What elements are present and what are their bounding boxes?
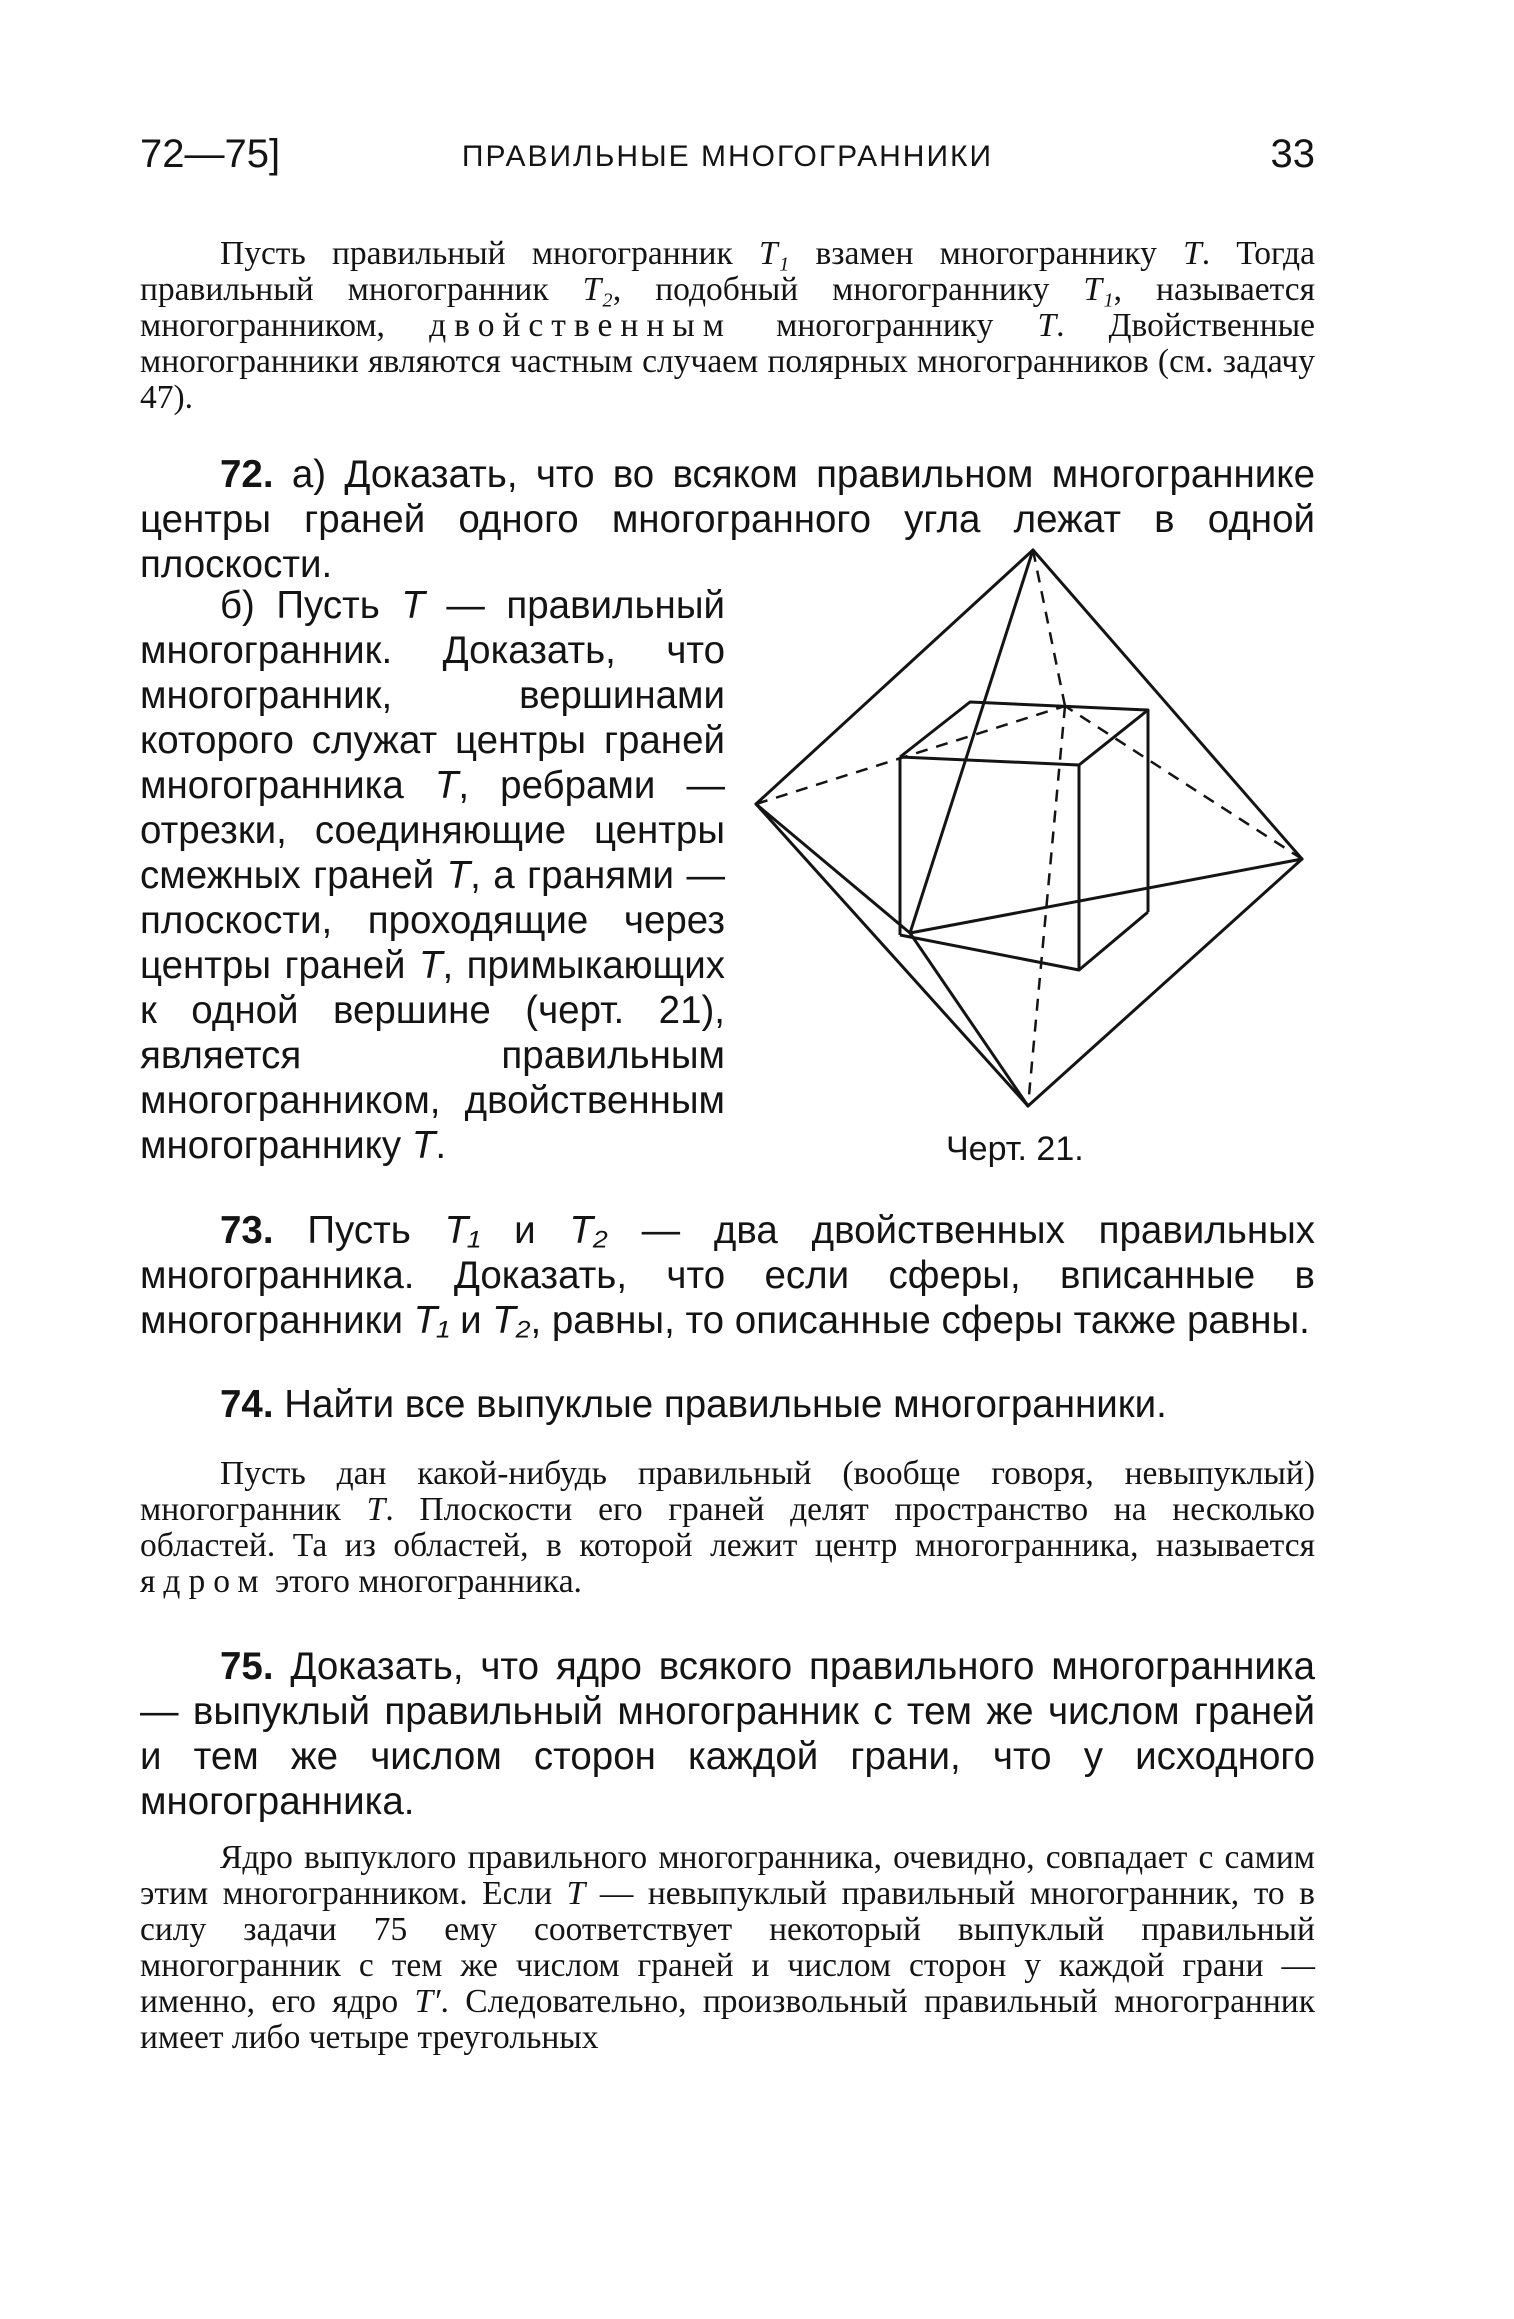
problem-text: . [435, 1124, 447, 1167]
math-symbol: T₂ [582, 271, 613, 308]
intro-text: , называется многогранником, [140, 271, 1315, 344]
problem-text: а) Доказать, что во всяком правильном многограннике центры граней одного многогранного угла лежат в одной плоскости. [140, 453, 1315, 586]
octahedron-edge [910, 933, 1028, 1106]
math-symbol: T [418, 944, 443, 987]
problem-number: 72. [220, 453, 274, 496]
running-header [140, 132, 1315, 192]
problem-text: Пусть [273, 1209, 445, 1252]
problem-number: 74. [220, 1383, 274, 1426]
problem-text: б) Пусть [220, 584, 402, 627]
note-text: Ядро выпуклого правильного многогранника, очевидно, совпадает с самим этим многогранником. Если [140, 1839, 1315, 1912]
problem-number: 73. [220, 1209, 274, 1252]
octahedron-edge [756, 804, 1028, 1106]
problem-number: 75. [220, 1645, 274, 1688]
octahedron-cube-figure [730, 540, 1320, 1120]
hidden-edge [1033, 550, 1065, 706]
math-symbol: T [401, 584, 425, 627]
note-text: . Следовательно, произвольный правильный многогранник имеет либо четыре треугольных [140, 1983, 1315, 2056]
note-text: . Плоскости его граней делят пространство на несколько областей. Та из областей, в которой лежит центр многогранника, называется [140, 1491, 1315, 1564]
problem-text: — правильный многогранник. Доказать, что многогранник, вершинами которого служат центры граней многогранника [140, 584, 725, 807]
problem-text: Найти все выпуклые правильные многогранники. [273, 1383, 1167, 1426]
math-symbol: T₂ [569, 1209, 608, 1252]
problem-text: и [480, 1209, 570, 1252]
problem-72b [140, 583, 725, 1168]
math-symbol: T [434, 764, 459, 807]
intro-text: . Тогда правильный многогранник [140, 235, 1315, 308]
note-text: — невыпуклый правильный многогранник, то в силу задачи 75 ему соответствует некоторый выпуклый правильный многогранник с тем же числом граней и числом сторон у каждой грани — именно, его ядро [140, 1875, 1315, 2020]
note-75 [140, 1840, 1315, 2056]
octahedron-edge [910, 859, 1302, 933]
cube-top-face [900, 702, 1148, 765]
running-title: ПРАВИЛЬНЫЕ МНОГОГРАННИКИ [461, 140, 994, 173]
note-text: Пусть дан какой-нибудь правильный (вообще говоря, невыпуклый) многогранник [140, 1455, 1315, 1528]
hidden-edge [756, 706, 1065, 804]
math-symbol: T₁ [444, 1209, 481, 1252]
math-symbol: T [566, 1875, 586, 1912]
math-symbol: T [1037, 307, 1057, 344]
note-74 [140, 1456, 1315, 1600]
math-symbol: T [411, 1124, 436, 1167]
problem-74 [140, 1382, 1315, 1427]
intro-text: Пусть правильный многогранник [220, 235, 759, 272]
problem-text: , а гранями — плоскости, проходящие через центры граней [140, 854, 725, 987]
octahedron-edge [1033, 550, 1302, 859]
problem-text: и [449, 1299, 493, 1342]
problem-73 [140, 1208, 1315, 1343]
octahedron-edge [756, 804, 910, 933]
intro-paragraph [140, 236, 1315, 416]
math-symbol: T₂ [492, 1299, 531, 1342]
hidden-edge [1065, 706, 1302, 859]
math-symbol: T [366, 1491, 386, 1528]
math-symbol: T [1183, 235, 1202, 272]
problem-text: — два двойственных правильных многогранника. Доказать, что если сферы, вписанные в многогранники [140, 1209, 1316, 1342]
emphasized-term: двойственным [429, 307, 732, 344]
problem-text: , ребрами — отрезки, соединяющие центры смежных граней [140, 764, 725, 897]
intro-text: , подобный многограннику [612, 271, 1084, 308]
problem-text: , примыкающих к одной вершине (черт. 21), является правильным многогранником, двойственным многограннику [140, 944, 725, 1167]
math-symbol: T₁ [1083, 271, 1114, 308]
emphasized-term: ядром [140, 1563, 267, 1600]
math-symbol: T₁ [758, 235, 790, 272]
problem-text: Доказать, что ядро всякого правильного многогранника — выпуклый правильный многогранник с тем же числом граней и тем же числом сторон каждой грани, что у исходного многогранника. [140, 1645, 1315, 1823]
octahedron-edge [1028, 859, 1302, 1106]
section-range: 72—75] [140, 132, 281, 176]
intro-text: взамен многограннику [789, 235, 1184, 272]
cube-bottom-edges [900, 912, 1148, 970]
math-symbol: T′ [414, 1983, 441, 2020]
intro-text: . Двойственные многогранники являются частным случаем полярных многогранников (см. задачу 47). [140, 307, 1315, 416]
problem-75 [140, 1644, 1315, 1824]
figure-caption: Черт. 21. [946, 1130, 1084, 1168]
problem-text: , равны, то описанные сферы также равны. [530, 1299, 1310, 1342]
page-number: 33 [1270, 132, 1315, 176]
math-symbol: T [446, 854, 471, 897]
math-symbol: T₁ [413, 1299, 450, 1342]
intro-text: многограннику [731, 307, 1038, 344]
note-text: этого многогранника. [266, 1563, 582, 1600]
